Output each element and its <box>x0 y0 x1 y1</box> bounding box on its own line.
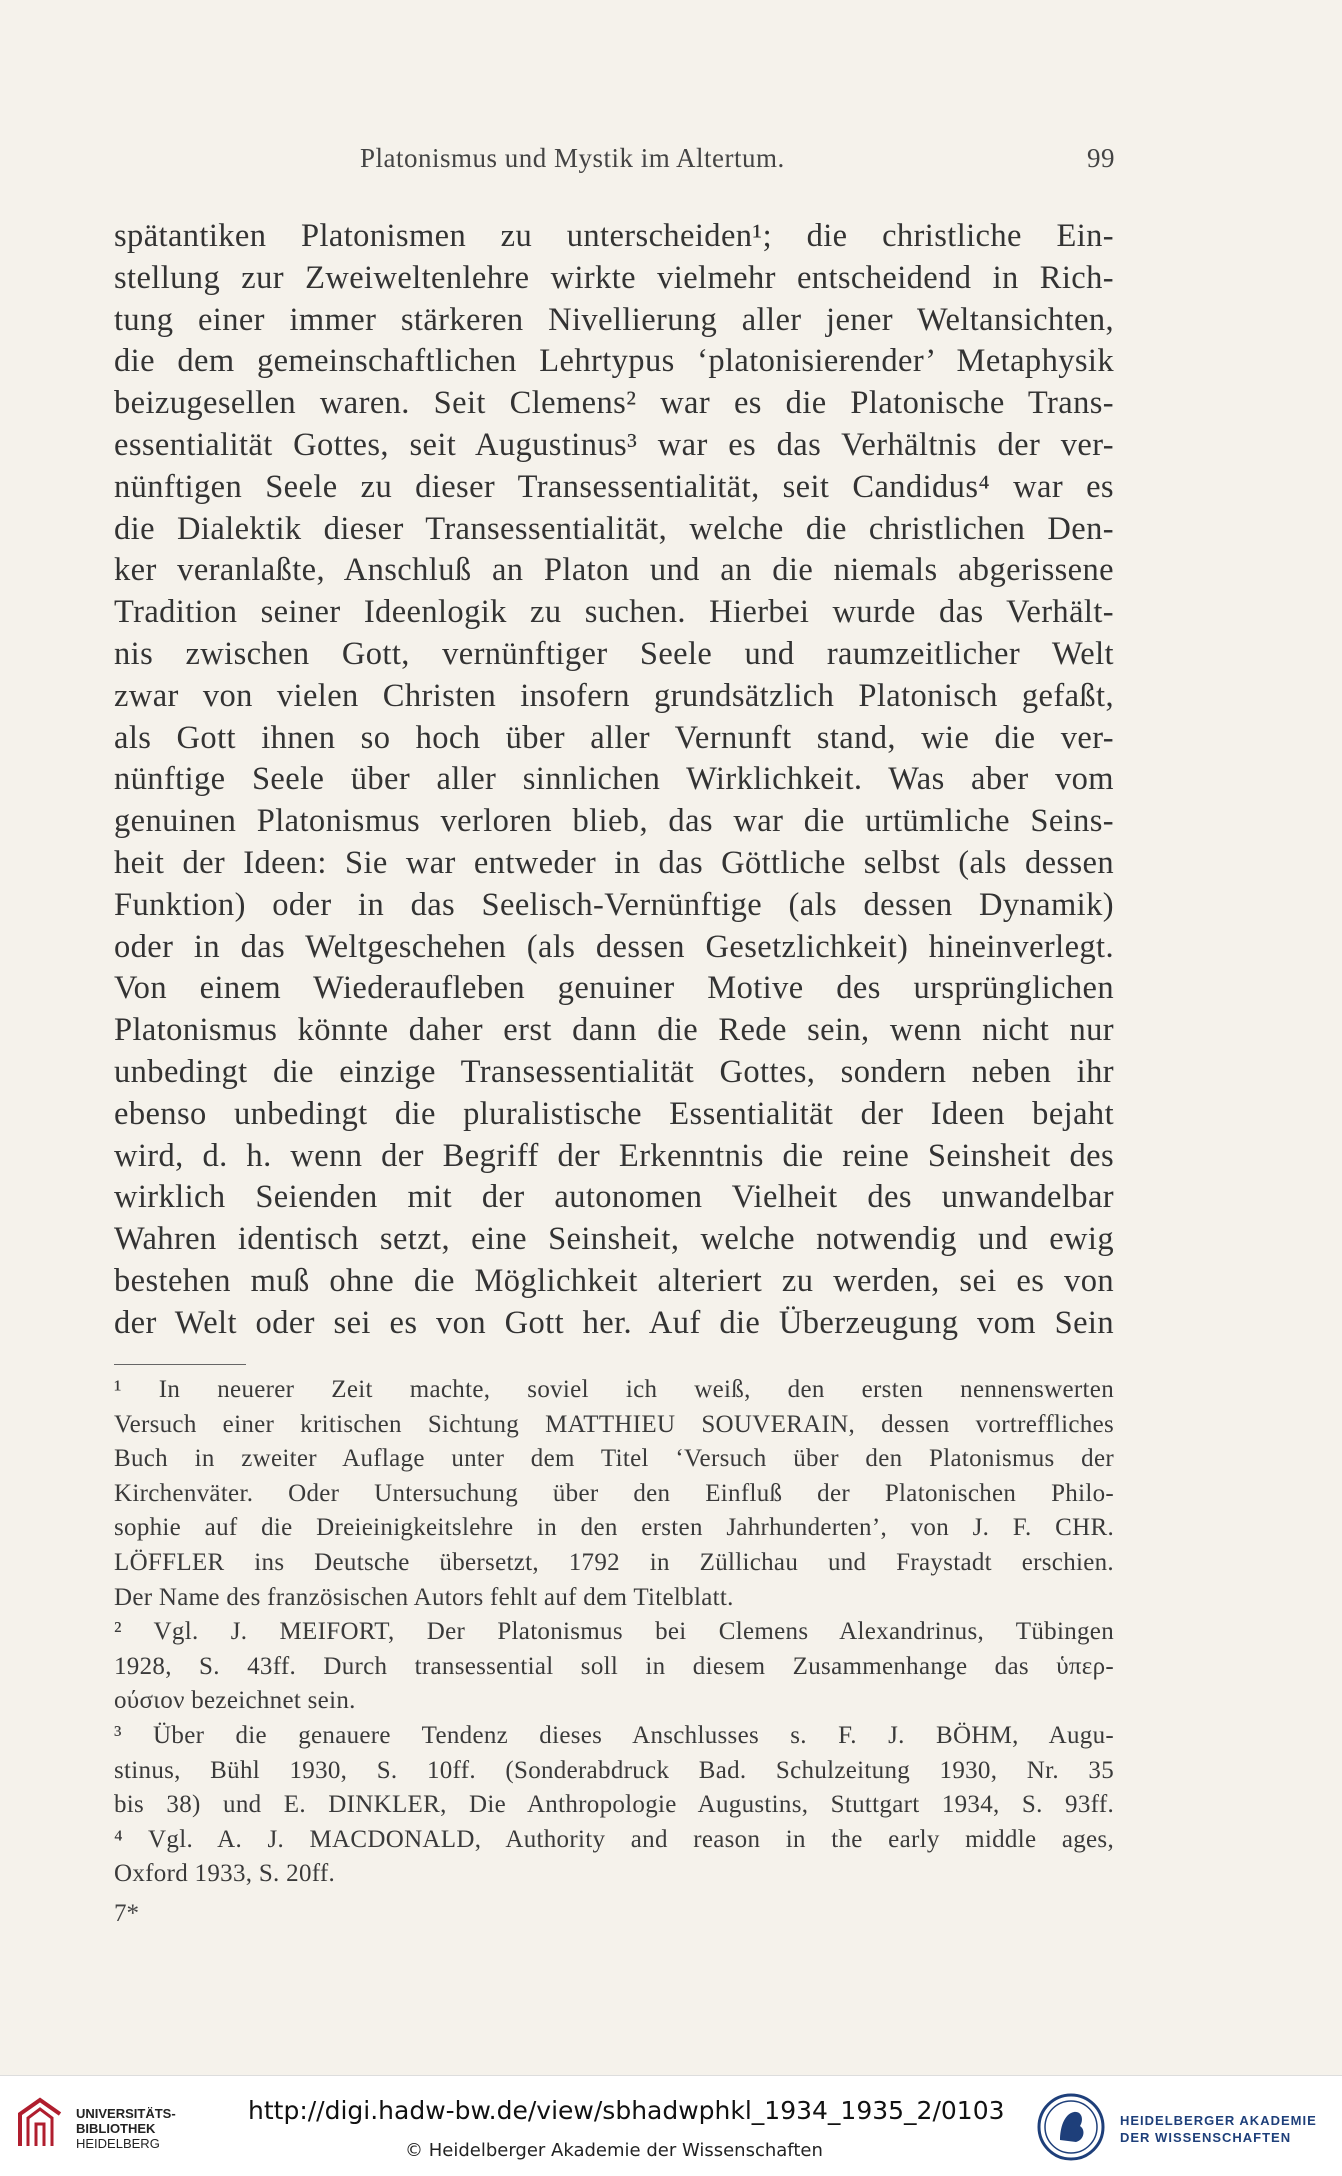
text-line: Platonismus könnte daher erst dann die Rede sein, wenn nicht nur <box>114 1012 1114 1049</box>
text-line: ker veranlaßte, Anschluß an Platon und an die niemals abgerissene <box>114 552 1114 589</box>
footnote-line: Kirchenväter. Oder Untersuchung über den Einfluß der Platonischen Philo- <box>114 1479 1114 1507</box>
text-line: nünftigen Seele zu dieser Transessentialität, seit Candidus⁴ war es <box>114 468 1114 505</box>
text-line: unbedingt die einzige Transessentialität Gottes, sondern neben ihr <box>114 1053 1114 1090</box>
footnote-line: ¹ In neuerer Zeit machte, soviel ich weiß, den ersten nennenswerten <box>114 1376 1114 1403</box>
text-line: wirklich Seienden mit der autonomen Vielheit des unwandelbar <box>114 1179 1114 1216</box>
text-line: der Welt oder sei es von Gott her. Auf die Überzeugung vom Sein <box>114 1304 1114 1341</box>
text-line: zwar von vielen Christen insofern grundsätzlich Platonisch gefaßt, <box>114 677 1114 714</box>
footnote-line: LÖFFLER ins Deutsche übersetzt, 1792 in Züllichau und Fraystadt erschien. <box>114 1548 1114 1576</box>
footnote-line: 1928, S. 43ff. Durch transessential soll in diesem Zusammenhange das ὑπερ- <box>114 1652 1114 1680</box>
text-line: Wahren identisch setzt, eine Seinsheit, welche notwendig und ewig <box>114 1221 1114 1258</box>
text-line: wird, d. h. wenn der Begriff der Erkenntnis die reine Seinsheit des <box>114 1137 1114 1174</box>
text-line: stellung zur Zweiweltenlehre wirkte vielmehr entscheidend in Rich- <box>114 259 1114 296</box>
academy-name: HEIDELBERGER AKADEMIE DER WISSENSCHAFTEN <box>1120 2113 1317 2145</box>
text-line: essentialität Gottes, seit Augustinus³ war es das Verhältnis der ver- <box>114 426 1114 463</box>
footnote-line: Versuch einer kritischen Sichtung MATTHIEU SOUVERAIN, dessen vortreffliches <box>114 1410 1114 1438</box>
text-line: spätantiken Platonismen zu unterscheiden¹; die christliche Ein- <box>114 218 1114 254</box>
footnote-line: sophie auf die Dreieinigkeitslehre in den ersten Jahrhunderten’, von J. F. CHR. <box>114 1514 1114 1542</box>
footnote-line: Oxford 1933, S. 20ff. <box>114 1860 336 1888</box>
text-line: die dem gemeinschaftlichen Lehrtypus ‘platonisierender’ Metaphysik <box>114 343 1114 380</box>
footnotes <box>114 1373 1114 1892</box>
text-line: tung einer immer stärkeren Nivellierung aller jener Weltansichten, <box>114 301 1114 338</box>
footnote-line: ⁴ Vgl. A. J. MACDONALD, Authority and reason in the early middle ages, <box>114 1825 1114 1853</box>
main-text <box>114 216 1114 1345</box>
library-logo-icon[interactable] <box>14 2096 66 2152</box>
text-line: als Gott ihnen so hoch über aller Vernunft stand, wie die ver- <box>114 719 1114 756</box>
running-title: Platonismus und Mystik im Altertum. <box>360 143 785 173</box>
footnote-line: ² Vgl. J. MEIFORT, Der Platonismus bei Clemens Alexandrinus, Tübingen <box>114 1618 1114 1646</box>
text-line: Funktion) oder in das Seelisch-Vernünftige (als dessen Dynamik) <box>114 886 1114 923</box>
text-line: heit der Ideen: Sie war entweder in das Göttliche selbst (als dessen <box>114 844 1114 881</box>
footnote-line: ³ Über die genauere Tendenz dieses Anschlusses s. F. J. BÖHM, Augu- <box>114 1721 1114 1749</box>
signature-mark: 7* <box>114 1900 139 1927</box>
footnote-divider <box>114 1364 246 1365</box>
text-line: Von einem Wiederaufleben genuiner Motive des ursprünglichen <box>114 970 1114 1007</box>
academy-seal-icon[interactable] <box>1036 2092 1106 2162</box>
library-name: UNIVERSITÄTS- BIBLIOTHEK HEIDELBERG <box>76 2106 176 2151</box>
text-line: nis zwischen Gott, vernünftiger Seele und raumzeitlicher Welt <box>114 635 1114 672</box>
source-url-link[interactable]: http://digi.hadw-bw.de/view/sbhadwphkl_1934_1935_2/0103 <box>248 2096 1005 2125</box>
viewer-footer <box>0 2075 1342 2176</box>
page-number: 99 <box>1087 143 1115 173</box>
text-line: nünftige Seele über aller sinnlichen Wirklichkeit. Was aber vom <box>114 761 1114 798</box>
text-line: oder in das Weltgeschehen (als dessen Gesetzlichkeit) hineinverlegt. <box>114 928 1114 965</box>
footnote-line: stinus, Bühl 1930, S. 10ff. (Sonderabdruck Bad. Schulzeitung 1930, Nr. 35 <box>114 1756 1114 1784</box>
footnote-line: Buch in zweiter Auflage unter dem Titel ‘Versuch über den Platonismus der <box>114 1445 1114 1473</box>
text-line: genuinen Platonismus verloren blieb, das war die urtümliche Seins- <box>114 803 1114 840</box>
text-line: Tradition seiner Ideenlogik zu suchen. Hierbei wurde das Verhält- <box>114 594 1114 631</box>
footnote-line: bis 38) und E. DINKLER, Die Anthropologie Augustins, Stuttgart 1934, S. 93ff. <box>114 1791 1114 1819</box>
footnote-line: Der Name des französischen Autors fehlt auf dem Titelblatt. <box>114 1583 734 1611</box>
text-line: ebenso unbedingt die pluralistische Essentialität der Ideen bejaht <box>114 1095 1114 1132</box>
copyright-notice: © Heidelberger Akademie der Wissenschaften <box>405 2140 823 2161</box>
text-line: bestehen muß ohne die Möglichkeit alteriert zu werden, sei es von <box>114 1262 1114 1299</box>
text-line: die Dialektik dieser Transessentialität, welche die christlichen Den- <box>114 510 1114 547</box>
footnote-line: ούσιον bezeichnet sein. <box>114 1687 356 1715</box>
text-line: beizugesellen waren. Seit Clemens² war es die Platonische Trans- <box>114 385 1114 422</box>
